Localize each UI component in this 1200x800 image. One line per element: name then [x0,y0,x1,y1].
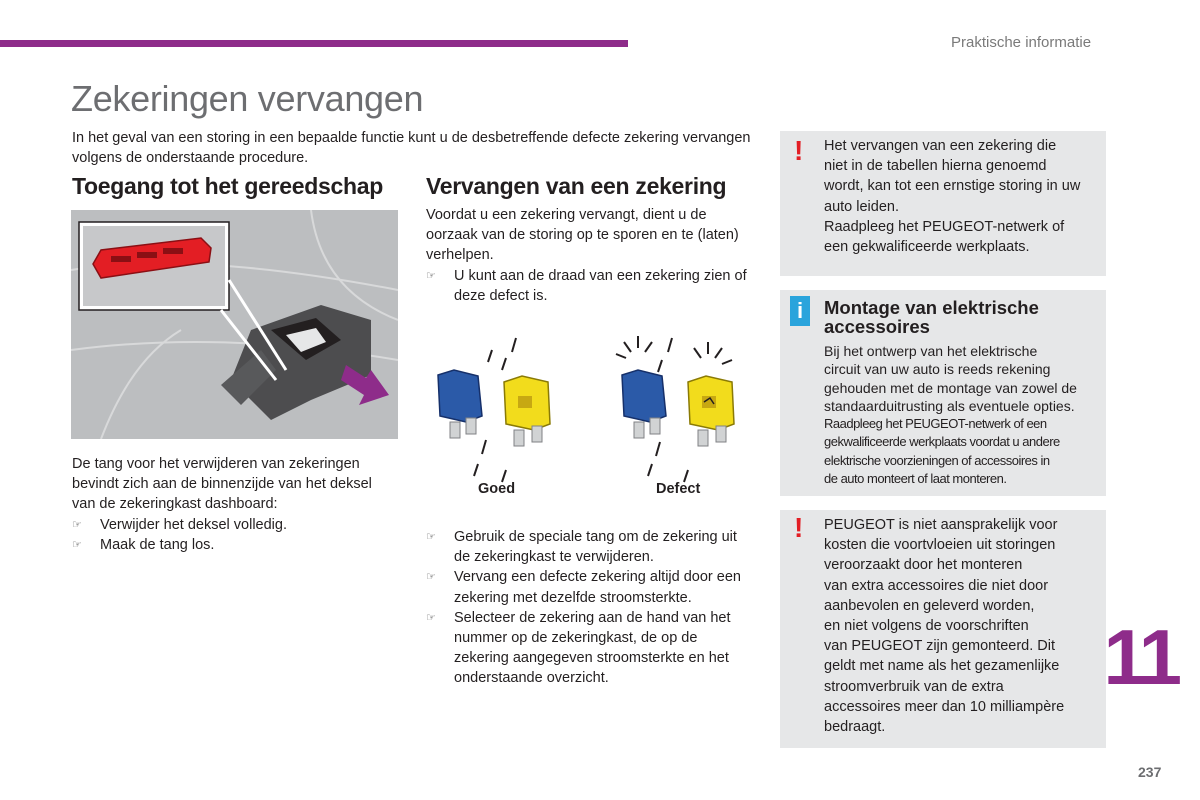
tool-location-text [72,454,397,555]
warning-text [824,136,1104,257]
text-line: Raadpleeg het PEUGEOT-netwerk of een [824,416,1047,432]
list-item-text: Gebruik de speciale tang om de zekering uit de zekeringkast te verwijderen. [454,529,737,566]
info-box-text [824,342,1106,488]
heading-tool-access: Toegang tot het gereedschap [72,173,383,199]
list-item-text: U kunt aan de draad van een zekering zien of deze defect is. [454,267,747,304]
page-title: Zekeringen vervangen [71,78,424,119]
text-line: niet in de tabellen hierna genoemd [824,158,1047,175]
warning-icon: ! [794,135,804,166]
list-item-text: Maak de tang los. [100,536,215,553]
text-line: stroomverbruik van de extra [824,678,1004,695]
pointing-hand-icon: ☞ [426,611,436,624]
text-line: Het vervangen van een zekering die [824,138,1057,154]
warning-text [824,515,1104,737]
info-box-title [824,298,1104,336]
tool-location-paragraph: De tang voor het verwijderen van zekeringen bevindt zich aan de binnenzijde van het deksel van de zekeringkast dashboard: [72,456,372,513]
text-line: geldt met name als het gezamenlijke [824,658,1060,675]
label-good: Goed [478,481,516,497]
heading-replace-fuse: Vervangen van een zekering [426,173,727,199]
section-label: Praktische informatie [951,34,1092,51]
text-line: en niet volgens de voorschriften [824,618,1029,635]
intro-paragraph: In het geval van een storing in een bepaalde functie kunt u de desbetreffende defecte zekering vervangen volgens de onderstaande procedure. [72,130,751,166]
warning-box-liability [780,510,1106,748]
list-item [426,527,756,567]
text-line: standaarduitrusting als eventuele opties. [824,397,1075,414]
text-line: van PEUGEOT zijn gemonteerd. Dit [824,638,1056,655]
fuse-comparison-illustration [426,330,756,510]
replace-intro-text [426,205,756,306]
list-item [426,608,756,689]
info-box-accessories [780,290,1106,496]
text-line: kosten die voortvloeien uit storingen [824,537,1056,554]
list-item [426,567,756,607]
text-line: PEUGEOT is niet aansprakelijk voor [824,517,1058,533]
warning-icon: ! [794,512,804,543]
text-line: veroorzaakt door het monteren [824,557,1023,574]
replace-steps [426,527,756,689]
replace-intro-paragraph: Voordat u een zekering vervangt, dient u de oorzaak van de storing op te sporen en te (laten) verhelpen. [426,207,739,264]
list-item-text: Vervang een defecte zekering altijd door een zekering met dezelfde stroomsterkte. [454,569,741,606]
text-line: Raadpleeg het PEUGEOT-netwerk of [824,218,1065,235]
list-item [72,515,397,535]
pointing-hand-icon: ☞ [72,518,82,531]
text-line: van extra accessoires die niet door [824,577,1049,594]
text-line: Bij het ontwerp van het elektrische [824,343,1038,359]
info-icon: i [790,296,810,326]
header-accent-bar [0,40,628,47]
good-fuses [438,338,550,482]
label-defect: Defect [656,481,701,497]
text-line: de auto monteert of laat monteren. [824,471,1007,487]
warning-box-fuse-table [780,131,1106,276]
list-item-text: Selecteer de zekering aan de hand van het nummer op de zekeringkast, de op de zekering aangegeven stroomsterkte en het onderstaande overzicht. [454,609,731,687]
chapter-number: 11 [1103,613,1178,701]
text-line: auto leiden. [824,198,899,215]
pointing-hand-icon: ☞ [426,571,436,584]
title-line: Montage van elektrische [824,297,1039,318]
page-number: 237 [1138,764,1162,780]
list-item [72,535,397,555]
fuse-box-illustration [71,210,398,439]
text-line: aanbevolen en geleverd worden, [824,597,1035,614]
text-line: gehouden met de montage van zowel de [824,379,1077,396]
text-line: elektrische voorzieningen of accessoires in [824,452,1050,468]
title-line: accessoires [824,316,930,337]
list-item-text: Verwijder het deksel volledig. [100,516,287,533]
pointing-hand-icon: ☞ [426,531,436,543]
text-line: circuit van uw auto is reeds rekening [824,361,1051,378]
text-line: accessoires meer dan 10 milliampère [824,698,1065,715]
text-line: een gekwalificeerde werkplaats. [824,239,1030,256]
pointing-hand-icon: ☞ [426,269,436,282]
text-line: gekwalificeerde werkplaats voordat u andere [824,434,1060,450]
text-line: wordt, kan tot een ernstige storing in uw [824,178,1081,195]
text-line: bedraagt. [824,719,886,736]
defect-fuses [616,336,734,482]
list-item [426,266,756,306]
pointing-hand-icon: ☞ [72,538,82,551]
